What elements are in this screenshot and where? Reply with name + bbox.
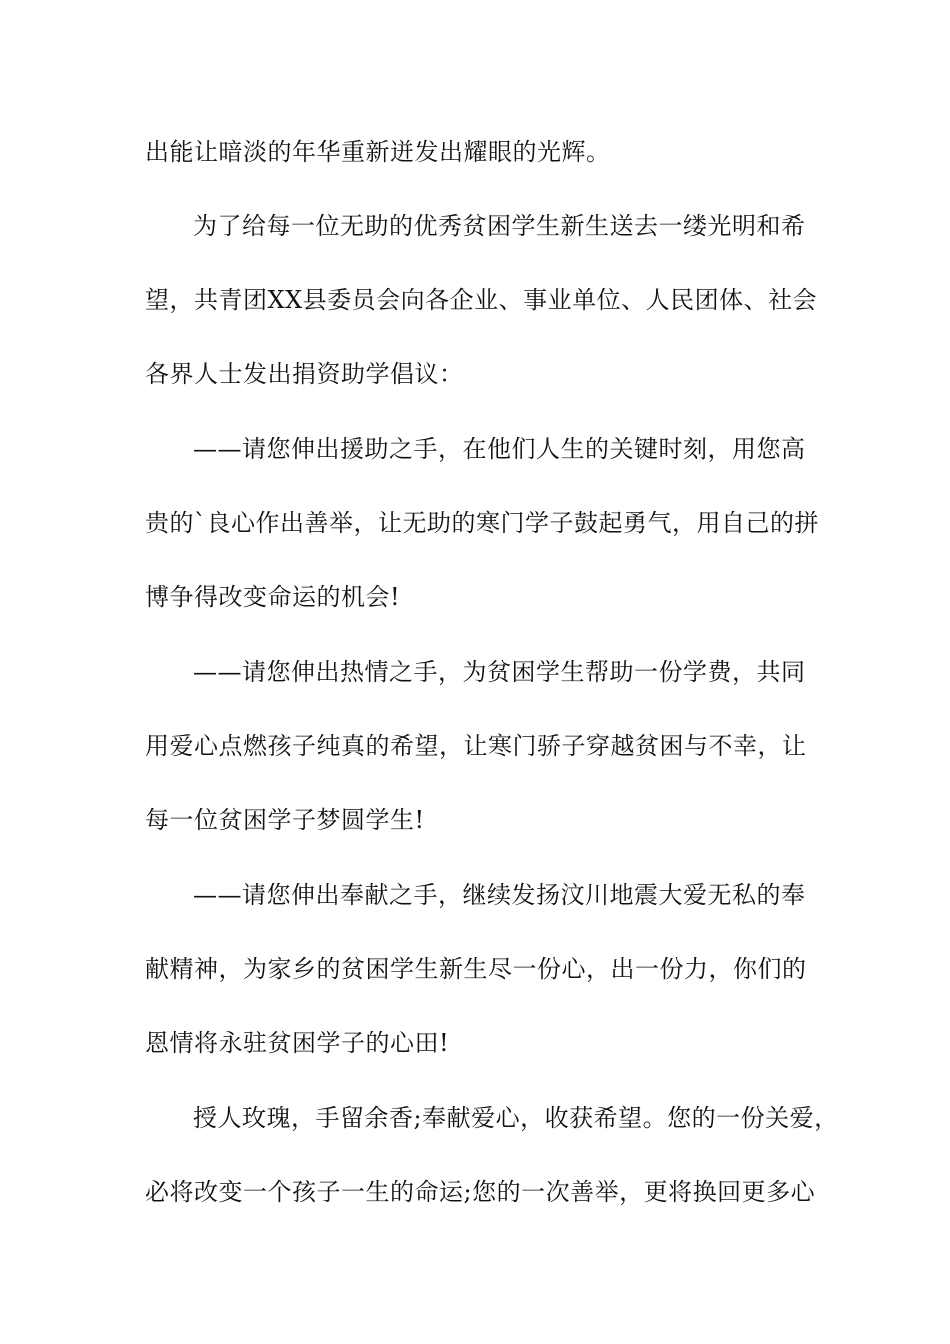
paragraph-line: ——请您伸出热情之手，为贫困学生帮助一份学费，共同 [193,658,806,686]
paragraph-line: 恩情将永驻贫困学子的心田! [145,1029,450,1057]
paragraph-line: 望，共青团XX县委员会向各企业、事业单位、人民团体、社会 [145,286,818,314]
paragraph-line: 各界人士发出捐资助学倡议： [145,360,464,388]
paragraph-line: 贵的`良心作出善举，让无助的寒门学子鼓起勇气，用自己的拼 [145,509,819,537]
paragraph-line: ——请您伸出援助之手，在他们人生的关键时刻，用您高 [193,435,806,463]
paragraph-line: 必将改变一个孩子一生的命运;您的一次善举，更将换回更多心 [145,1178,816,1206]
paragraph-line: 用爱心点燃孩子纯真的希望，让寒门骄子穿越贫困与不幸，让 [145,732,807,760]
paragraph-line: 博争得改变命运的机会! [145,583,401,611]
paragraph-line: ——请您伸出奉献之手，继续发扬汶川地震大爱无私的奉 [193,881,806,909]
paragraph-line: 献精神，为家乡的贫困学生新生尽一份心，出一份力，你们的 [145,955,807,983]
paragraph-line: 出能让暗淡的年华重新迸发出耀眼的光辉。 [145,138,611,166]
paragraph-line: 为了给每一位无助的优秀贫困学生新生送去一缕光明和希 [193,212,806,240]
paragraph-line: 每一位贫困学子梦圆学生! [145,806,425,834]
paragraph-line: 授人玫瑰，手留余香;奉献爱心，收获希望。您的一份关爱， [193,1104,839,1132]
